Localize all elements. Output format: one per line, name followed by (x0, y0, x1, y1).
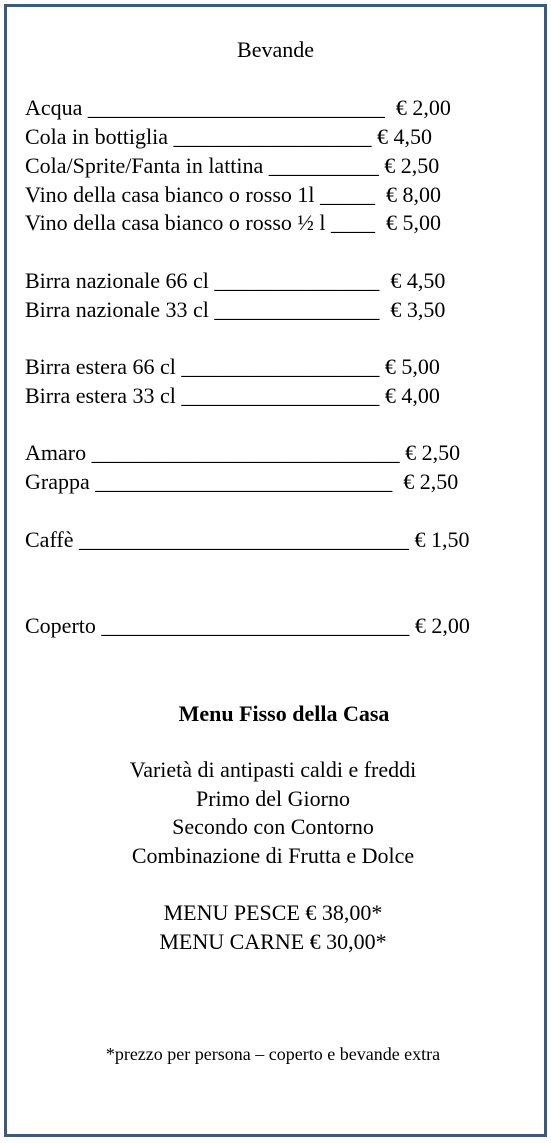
menu-item-acqua: Acqua ___________________________ € 2,00 (25, 95, 451, 120)
menu-item-cola-lattina: Cola/Sprite/Fanta in lattina __________ € 2,50 (25, 153, 440, 178)
footnote: *prezzo per persona – coperto e bevande extra (105, 1044, 441, 1064)
menu-item-coperto: Coperto ____________________________ € 2,00 (25, 613, 470, 638)
menu-carne-price: MENU CARNE € 30,00* (159, 929, 387, 954)
fixed-menu-course: Primo del Giorno (196, 786, 350, 811)
menu-item-birra-nazionale-66: Birra nazionale 66 cl _______________ € 4,50 (25, 268, 446, 293)
menu-item-caffe: Caffè ______________________________ € 1,50 (25, 527, 470, 552)
menu-item-birra-estera-66: Birra estera 66 cl __________________ € 5,00 (25, 354, 440, 379)
drinks-title: Bevande (237, 37, 314, 62)
menu-item-vino-half-l: Vino della casa bianco o rosso ½ l ____ € 5,00 (25, 210, 441, 235)
menu-item-birra-nazionale-33: Birra nazionale 33 cl _______________ € 3,50 (25, 297, 446, 322)
fixed-menu-course: Secondo con Contorno (172, 814, 374, 839)
menu-item-grappa: Grappa ___________________________ € 2,50 (25, 469, 459, 494)
menu-item-cola-bottiglia: Cola in bottiglia __________________ € 4,50 (25, 124, 432, 149)
menu-item-amaro: Amaro ____________________________ € 2,50 (25, 440, 461, 465)
menu-item-birra-estera-33: Birra estera 33 cl __________________ € 4,00 (25, 383, 440, 408)
fixed-menu-course: Varietà di antipasti caldi e freddi (129, 757, 417, 782)
fixed-menu-course: Combinazione di Frutta e Dolce (131, 843, 415, 868)
menu-pesce-price: MENU PESCE € 38,00* (163, 900, 383, 925)
menu-item-vino-1l: Vino della casa bianco o rosso 1l _____ € 8,00 (25, 182, 441, 207)
fixed-menu-title: Menu Fisso della Casa (178, 701, 390, 726)
